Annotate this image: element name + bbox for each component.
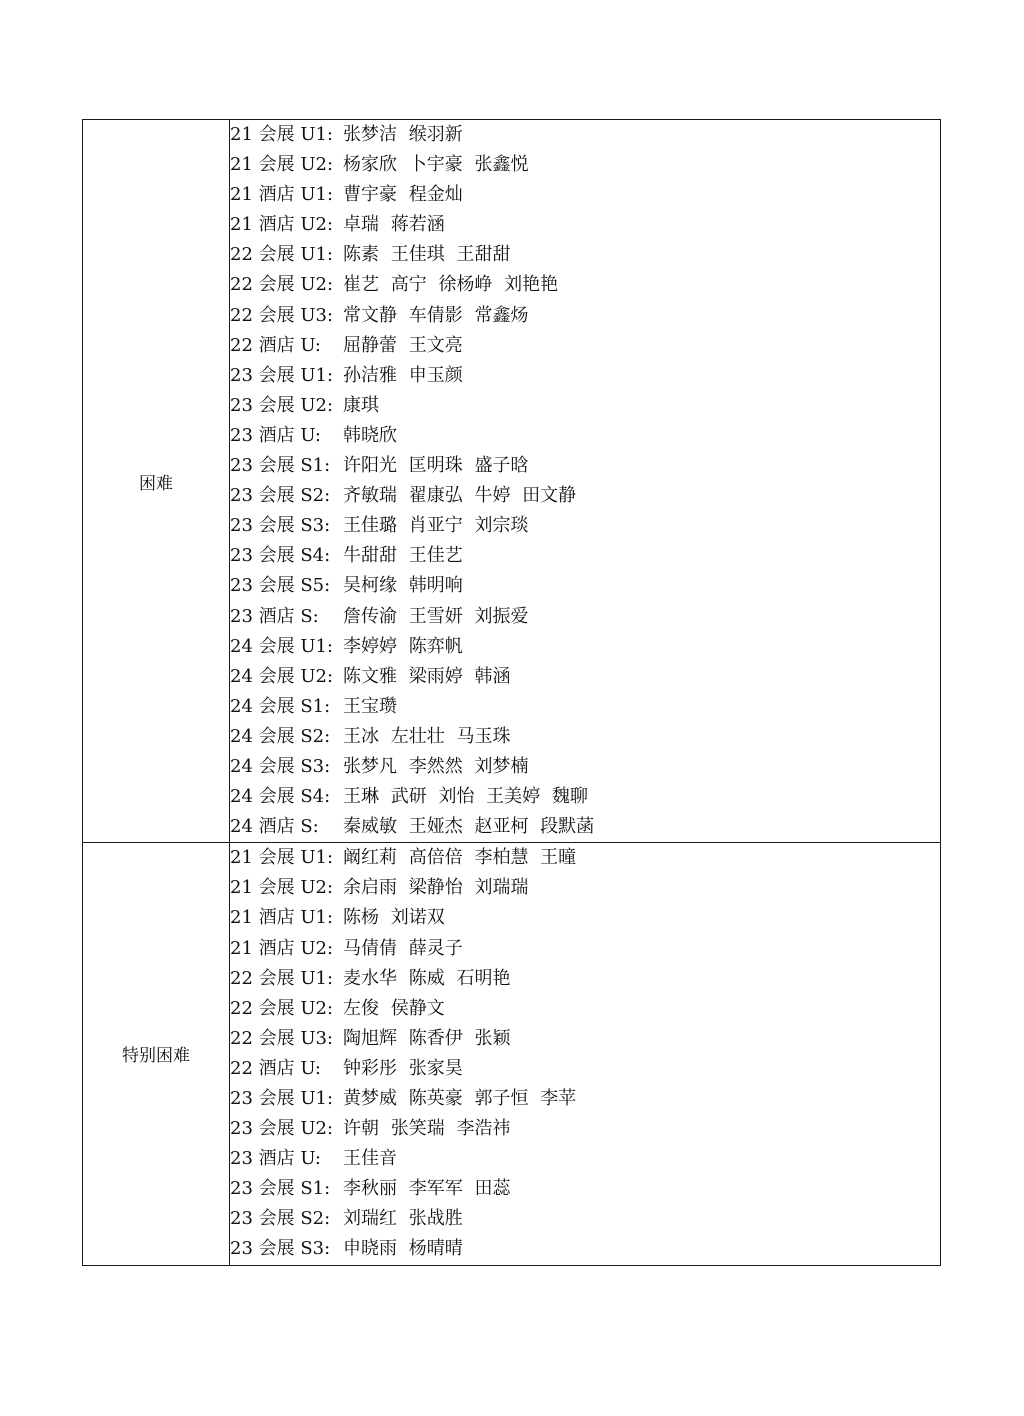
student-names: 曹宇豪 程金灿 bbox=[343, 184, 463, 206]
roster-table-body bbox=[83, 120, 941, 1266]
class-entry bbox=[230, 1174, 940, 1204]
student-names: 阚红莉 高倍倍 李柏慧 王曈 bbox=[343, 847, 577, 869]
class-name: 23 会展 S3: bbox=[230, 1238, 331, 1260]
class-name: 23 会展 S1: bbox=[230, 455, 331, 477]
class-name: 23 会展 S2: bbox=[230, 485, 331, 507]
class-name: 24 会展 S3: bbox=[230, 755, 331, 777]
class-entry bbox=[230, 692, 940, 722]
class-entry bbox=[230, 1084, 940, 1114]
class-entry bbox=[230, 541, 940, 571]
class-entry bbox=[230, 120, 940, 150]
class-name: 24 会展 U1: bbox=[230, 635, 334, 657]
class-entry bbox=[230, 1114, 940, 1144]
class-entry bbox=[230, 843, 940, 873]
class-entry bbox=[230, 180, 940, 210]
student-names: 申晓雨 杨晴晴 bbox=[343, 1238, 463, 1260]
class-name: 23 会展 S1: bbox=[230, 1178, 331, 1200]
class-name: 21 酒店 U1: bbox=[230, 907, 334, 929]
student-names: 杨家欣 卜宇豪 张鑫悦 bbox=[343, 154, 529, 176]
class-name: 23 酒店 U: bbox=[230, 424, 321, 446]
student-names: 李秋丽 李军军 田蕊 bbox=[343, 1178, 511, 1200]
class-name: 24 会展 U2: bbox=[230, 665, 334, 687]
class-entry bbox=[230, 782, 940, 812]
class-name: 21 酒店 U1: bbox=[230, 184, 334, 206]
class-name: 22 会展 U3: bbox=[230, 304, 334, 326]
class-name: 24 会展 S1: bbox=[230, 695, 331, 717]
class-name: 24 会展 S4: bbox=[230, 786, 331, 808]
student-names: 麦水华 陈威 石明艳 bbox=[343, 967, 511, 989]
category-row bbox=[83, 843, 941, 1265]
class-entry bbox=[230, 662, 940, 692]
class-entry bbox=[230, 481, 940, 511]
student-names: 张梦洁 缑羽新 bbox=[343, 124, 463, 145]
class-name: 22 会展 U1: bbox=[230, 244, 334, 266]
category-label: 特别困难 bbox=[83, 843, 230, 1265]
student-names: 李婷婷 陈弈帆 bbox=[343, 635, 463, 657]
class-student-list bbox=[230, 843, 941, 1265]
student-names: 常文静 车倩影 常鑫炀 bbox=[343, 304, 529, 326]
student-names: 许阳光 匡明珠 盛子晗 bbox=[343, 455, 529, 477]
class-entry bbox=[230, 873, 940, 903]
class-entry bbox=[230, 331, 940, 361]
class-student-list bbox=[230, 120, 941, 843]
student-names: 秦威敏 王娅杰 赵亚柯 段默菡 bbox=[343, 816, 595, 838]
class-name: 23 会展 S3: bbox=[230, 515, 331, 537]
student-names: 刘瑞红 张战胜 bbox=[343, 1208, 463, 1230]
class-name: 23 会展 U1: bbox=[230, 364, 334, 386]
class-entry bbox=[230, 421, 940, 451]
student-names: 牛甜甜 王佳艺 bbox=[343, 545, 463, 567]
student-names: 张梦凡 李然然 刘梦楠 bbox=[343, 755, 529, 777]
student-names: 左俊 侯静文 bbox=[343, 997, 445, 1019]
student-names: 陶旭辉 陈香伊 张颖 bbox=[343, 1027, 511, 1049]
class-name: 23 会展 S5: bbox=[230, 575, 331, 597]
class-entry bbox=[230, 934, 940, 964]
category-label: 困难 bbox=[83, 120, 230, 843]
class-name: 21 会展 U2: bbox=[230, 877, 334, 899]
class-entry bbox=[230, 301, 940, 331]
student-names: 陈素 王佳琪 王甜甜 bbox=[343, 244, 511, 266]
class-entry bbox=[230, 602, 940, 632]
class-entry bbox=[230, 1144, 940, 1174]
class-name: 23 会展 S2: bbox=[230, 1208, 331, 1230]
class-name: 23 酒店 S: bbox=[230, 605, 319, 627]
category-row bbox=[83, 120, 941, 843]
class-name: 23 酒店 U: bbox=[230, 1148, 321, 1170]
student-names: 陈杨 刘诺双 bbox=[343, 907, 445, 929]
class-entry bbox=[230, 722, 940, 752]
class-entry bbox=[230, 903, 940, 933]
class-name: 22 会展 U2: bbox=[230, 997, 334, 1019]
assistance-roster-table bbox=[82, 119, 941, 1266]
student-names: 陈文雅 梁雨婷 韩涵 bbox=[343, 665, 511, 687]
student-names: 孙洁雅 申玉颜 bbox=[343, 364, 463, 386]
student-names: 康琪 bbox=[343, 394, 379, 416]
class-entry bbox=[230, 1234, 940, 1264]
class-entry bbox=[230, 632, 940, 662]
class-name: 24 酒店 S: bbox=[230, 816, 319, 838]
class-name: 22 酒店 U: bbox=[230, 334, 321, 356]
class-name: 21 会展 U2: bbox=[230, 154, 334, 176]
student-names: 王宝瓒 bbox=[343, 695, 397, 717]
student-names: 詹传渝 王雪妍 刘振爱 bbox=[343, 605, 529, 627]
class-name: 23 会展 U1: bbox=[230, 1088, 334, 1109]
student-names: 王佳璐 肖亚宁 刘宗琰 bbox=[343, 515, 529, 537]
class-entry bbox=[230, 994, 940, 1024]
class-entry bbox=[230, 752, 940, 782]
class-name: 23 会展 U2: bbox=[230, 394, 334, 416]
class-name: 23 会展 U2: bbox=[230, 1118, 334, 1140]
class-name: 21 会展 U1: bbox=[230, 847, 334, 869]
class-entry bbox=[230, 451, 940, 481]
class-name: 22 会展 U3: bbox=[230, 1027, 334, 1049]
class-entry bbox=[230, 1054, 940, 1084]
student-names: 卓瑞 蒋若涵 bbox=[343, 214, 445, 236]
class-name: 22 会展 U2: bbox=[230, 274, 334, 296]
class-entry bbox=[230, 571, 940, 601]
class-name: 24 会展 S2: bbox=[230, 725, 331, 747]
class-entry bbox=[230, 391, 940, 421]
student-names: 钟彩彤 张家昊 bbox=[343, 1057, 463, 1079]
class-name: 23 会展 S4: bbox=[230, 545, 331, 567]
student-names: 韩晓欣 bbox=[343, 424, 397, 446]
class-entry bbox=[230, 1204, 940, 1234]
class-name: 21 会展 U1: bbox=[230, 124, 334, 145]
class-name: 21 酒店 U2: bbox=[230, 214, 334, 236]
student-names: 马倩倩 薛灵子 bbox=[343, 937, 463, 959]
class-entry bbox=[230, 812, 940, 842]
student-names: 许朝 张笑瑞 李浩祎 bbox=[343, 1118, 511, 1140]
class-name: 21 酒店 U2: bbox=[230, 937, 334, 959]
class-entry bbox=[230, 240, 940, 270]
class-entry bbox=[230, 964, 940, 994]
student-names: 王冰 左壮壮 马玉珠 bbox=[343, 725, 511, 747]
class-name: 22 会展 U1: bbox=[230, 967, 334, 989]
student-names: 黄梦威 陈英豪 郭子恒 李苹 bbox=[343, 1088, 577, 1109]
class-entry bbox=[230, 270, 940, 300]
student-names: 王佳音 bbox=[343, 1148, 397, 1170]
student-names: 崔艺 高宁 徐杨峥 刘艳艳 bbox=[343, 274, 559, 296]
class-entry bbox=[230, 1024, 940, 1054]
student-names: 吴柯缘 韩明响 bbox=[343, 575, 463, 597]
class-entry bbox=[230, 361, 940, 391]
class-name: 22 酒店 U: bbox=[230, 1057, 321, 1079]
student-names: 王琳 武研 刘怡 王美婷 魏聊 bbox=[343, 786, 588, 808]
class-entry bbox=[230, 511, 940, 541]
class-entry bbox=[230, 210, 940, 240]
student-names: 屈静蕾 王文亮 bbox=[343, 334, 463, 356]
student-names: 余启雨 梁静怡 刘瑞瑞 bbox=[343, 877, 529, 899]
student-names: 齐敏瑞 翟康弘 牛婷 田文静 bbox=[343, 485, 577, 507]
class-entry bbox=[230, 150, 940, 180]
